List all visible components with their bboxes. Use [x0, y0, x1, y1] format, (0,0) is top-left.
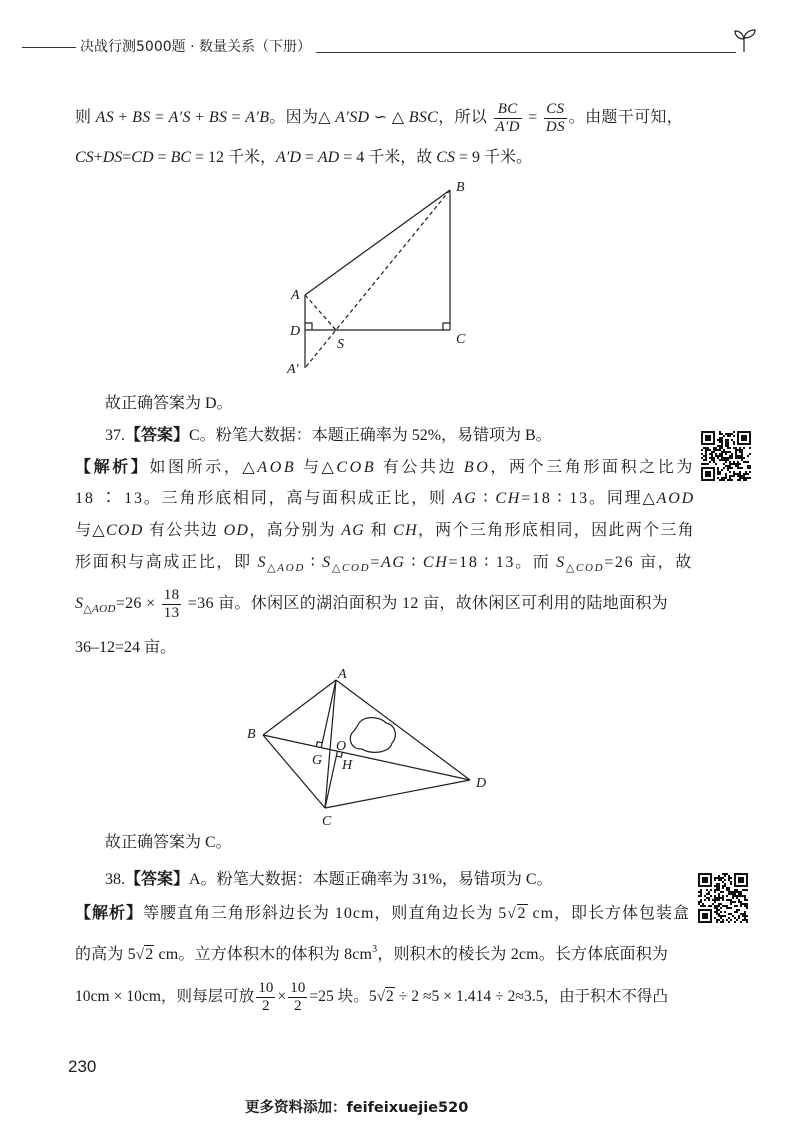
fraction	[162, 587, 182, 622]
text-run: 故正确答案为 C。	[105, 834, 232, 851]
segment-ac	[325, 680, 336, 808]
text-run: =18 ∶ 13。同理△	[521, 490, 657, 507]
text-run: 与△	[296, 459, 337, 476]
fraction-numerator: 10	[290, 979, 306, 996]
text-run: cm，即长方体包装盒	[527, 905, 690, 922]
analysis-line	[75, 902, 690, 926]
math-variable: CS	[436, 149, 455, 166]
text-run: =	[122, 149, 132, 166]
label-g: G	[312, 753, 323, 768]
superscript: 3	[372, 944, 378, 955]
text-run: 37.	[105, 427, 125, 444]
text-run: 则	[75, 109, 96, 126]
text-run: 故正确答案为 D。	[105, 395, 233, 412]
text-run: =	[227, 109, 246, 126]
text-run: =	[153, 149, 171, 166]
subscript: △COD	[565, 562, 605, 574]
label-a: A	[338, 667, 347, 682]
text-run: ∶	[304, 554, 323, 571]
sprout-icon	[732, 28, 758, 54]
text-run: ÷ 2 ≈5 × 1.414 ÷ 2≈3.5，由于积木不得凸	[394, 988, 669, 1005]
analysis-line	[75, 636, 176, 660]
math-variable: CS	[75, 149, 94, 166]
qr-code-icon	[700, 430, 752, 482]
math-variable: BC	[170, 149, 192, 166]
text-run: 36–12=24 亩。	[75, 639, 177, 656]
radical-sign: √	[507, 906, 517, 922]
label-c: C	[456, 332, 466, 347]
text-run: C。粉笔大数据：本题正确率为 52%，易错项为 B。	[189, 427, 552, 444]
analysis-line	[75, 456, 695, 480]
label-s: S	[337, 337, 344, 352]
text-run: 的高为 5	[75, 946, 136, 963]
math-variable: BO	[463, 459, 491, 476]
book-title: 决战行测5000题 · 数量关系（下册）	[80, 39, 311, 55]
math-variable: A′SD	[335, 109, 370, 126]
text-run: ，所以	[438, 109, 492, 126]
math-variable: A′B	[245, 109, 270, 126]
text-run: =	[300, 149, 318, 166]
math-variable: CH	[422, 554, 449, 571]
math-variable: AG	[452, 490, 478, 507]
text-run: 有公共边	[143, 522, 224, 539]
math-variable: S	[75, 595, 84, 612]
bold-label: 【解析】	[75, 459, 150, 476]
fraction	[288, 980, 307, 1015]
text-line	[75, 96, 683, 140]
math-variable: DS	[102, 149, 123, 166]
math-variable: AG	[341, 522, 366, 539]
qr-code-icon	[697, 872, 749, 924]
text-run: ∶	[477, 490, 496, 507]
text-run: +	[114, 109, 133, 126]
text-run: 38.	[105, 871, 125, 888]
text-run: =	[370, 554, 381, 571]
math-variable: CH	[393, 522, 418, 539]
text-run: +	[190, 109, 209, 126]
radical-sign: √	[376, 989, 385, 1005]
radicand: 2	[386, 988, 394, 1005]
page-number: 230	[68, 1057, 97, 1076]
text-run: +	[93, 149, 103, 166]
text-run: = 9 千米。	[454, 149, 532, 166]
analysis-line	[75, 975, 668, 1019]
text-run: ，两个三角形底相同，因此两个三角	[417, 522, 695, 539]
math-variable: BS	[208, 109, 228, 126]
text-run: 和	[365, 522, 394, 539]
text-run: ∶	[405, 554, 423, 571]
segment-ab	[263, 680, 336, 735]
fraction-denominator: A′D	[495, 118, 520, 135]
text-run: 与△	[75, 522, 106, 539]
segment-as-dashed	[305, 295, 336, 330]
text-run: =25 块。5	[309, 988, 377, 1005]
text-run: 如图所示，△	[149, 459, 258, 476]
text-run: 有公共边	[376, 459, 464, 476]
segment-cd	[325, 780, 470, 808]
analysis-line	[75, 582, 668, 626]
subscript: △COD	[331, 562, 371, 574]
label-o: O	[336, 739, 347, 754]
radicand: 2	[517, 905, 527, 922]
geometry-figure-1	[280, 175, 480, 385]
math-variable: OD	[223, 522, 250, 539]
fraction-denominator: 2	[288, 997, 307, 1015]
label-a: A	[291, 288, 300, 303]
math-variable: BSC	[408, 109, 439, 126]
math-variable: A′S	[168, 109, 191, 126]
header-rule-right	[316, 52, 736, 53]
analysis-line	[75, 551, 693, 575]
fraction-denominator: 13	[163, 604, 180, 621]
math-variable: BS	[132, 109, 151, 126]
radical-sign: √	[135, 947, 145, 963]
math-variable: COB	[336, 459, 377, 476]
text-run: 10cm × 10cm，则每层可放	[75, 988, 255, 1005]
text-run: =	[523, 109, 542, 126]
text-run: ∽ △	[369, 109, 409, 126]
math-variable: AOB	[257, 459, 297, 476]
fraction	[544, 101, 567, 136]
label-b: B	[456, 180, 465, 195]
fraction-numerator: CS	[546, 100, 565, 117]
text-run: 18 ∶ 13。三角形底相同，高与面积成正比，则	[75, 490, 453, 507]
qr-modules	[701, 431, 751, 481]
math-variable: S	[556, 554, 566, 571]
label-h: H	[342, 758, 353, 773]
square-root	[136, 946, 155, 963]
math-variable: AS	[95, 109, 115, 126]
right-angle-mark-c	[443, 323, 450, 330]
math-variable: A′D	[276, 149, 301, 166]
math-variable: S	[322, 554, 332, 571]
math-variable: CD	[131, 149, 154, 166]
analysis-line	[75, 519, 695, 543]
text-run: 等腰直角三角形斜边长为 10cm，则直角边长为 5	[142, 905, 508, 922]
text-run: =36 亩。休闲区的湖泊面积为 12 亩，故休闲区可利用的陆地面积为	[183, 595, 668, 612]
label-d: D	[476, 776, 487, 791]
math-variable: AOD	[656, 490, 695, 507]
answer-line-37	[105, 424, 552, 448]
text-run: ，高分别为	[249, 522, 342, 539]
text-run: =26 亩，故	[604, 554, 693, 571]
label-b: B	[247, 727, 256, 742]
right-angle-mark-d	[305, 323, 312, 330]
bold-label: 【答案】	[125, 427, 190, 444]
math-variable: COD	[105, 522, 144, 539]
label-d: D	[290, 324, 301, 339]
text-run: 形面积与高成正比，即	[75, 554, 258, 571]
square-root	[377, 988, 395, 1005]
answer-conclusion	[105, 392, 233, 416]
square-root	[507, 905, 527, 922]
analysis-line	[75, 487, 695, 511]
fraction-numerator: 18	[163, 586, 180, 603]
fraction-denominator: DS	[545, 118, 565, 135]
text-run: ，两个三角形面积之比为	[490, 459, 695, 476]
subscript: △AOD	[267, 562, 305, 574]
text-run: ，则积木的棱长为 2cm。长方体底面积为	[377, 946, 669, 963]
math-variable: AG	[380, 554, 406, 571]
text-run: ×	[277, 988, 287, 1005]
subscript: △AOD	[83, 603, 116, 615]
header-rule-left	[22, 47, 76, 48]
lake-shape	[350, 718, 395, 753]
bold-label: 【解析】	[75, 905, 143, 922]
bold-label: 【答案】	[125, 871, 190, 888]
text-run: = 12 千米，	[191, 149, 277, 166]
fraction-numerator: 10	[258, 979, 274, 996]
text-run: = 4 千米，故	[339, 149, 437, 166]
math-variable: CH	[495, 490, 522, 507]
fraction	[494, 101, 522, 136]
text-run: 。由题干可知，	[568, 109, 684, 126]
geometry-figure-2	[240, 665, 500, 835]
label-c: C	[322, 814, 332, 829]
math-variable: S	[257, 554, 268, 571]
qr-modules	[698, 873, 748, 923]
answer-conclusion	[105, 831, 232, 855]
text-run: =18 ∶ 13。而	[448, 554, 557, 571]
math-variable: AD	[317, 149, 340, 166]
text-run: =	[150, 109, 169, 126]
answer-line-38	[105, 868, 553, 892]
label-a-prime: A′	[287, 362, 299, 377]
text-run: cm。立方体积木的体积为 8cm	[154, 946, 373, 963]
fraction-numerator: BC	[497, 100, 518, 117]
text-line	[75, 146, 532, 170]
fraction-denominator: 2	[256, 997, 275, 1015]
text-run: 。因为△	[269, 109, 336, 126]
radicand: 2	[145, 946, 154, 963]
footer-note: 更多资料添加：feifeixuejie520	[245, 1100, 469, 1116]
analysis-line	[75, 943, 668, 967]
text-run: A。粉笔大数据：本题正确率为 31%，易错项为 C。	[189, 871, 553, 888]
fraction	[256, 980, 275, 1015]
text-run: =26 ×	[115, 595, 160, 612]
